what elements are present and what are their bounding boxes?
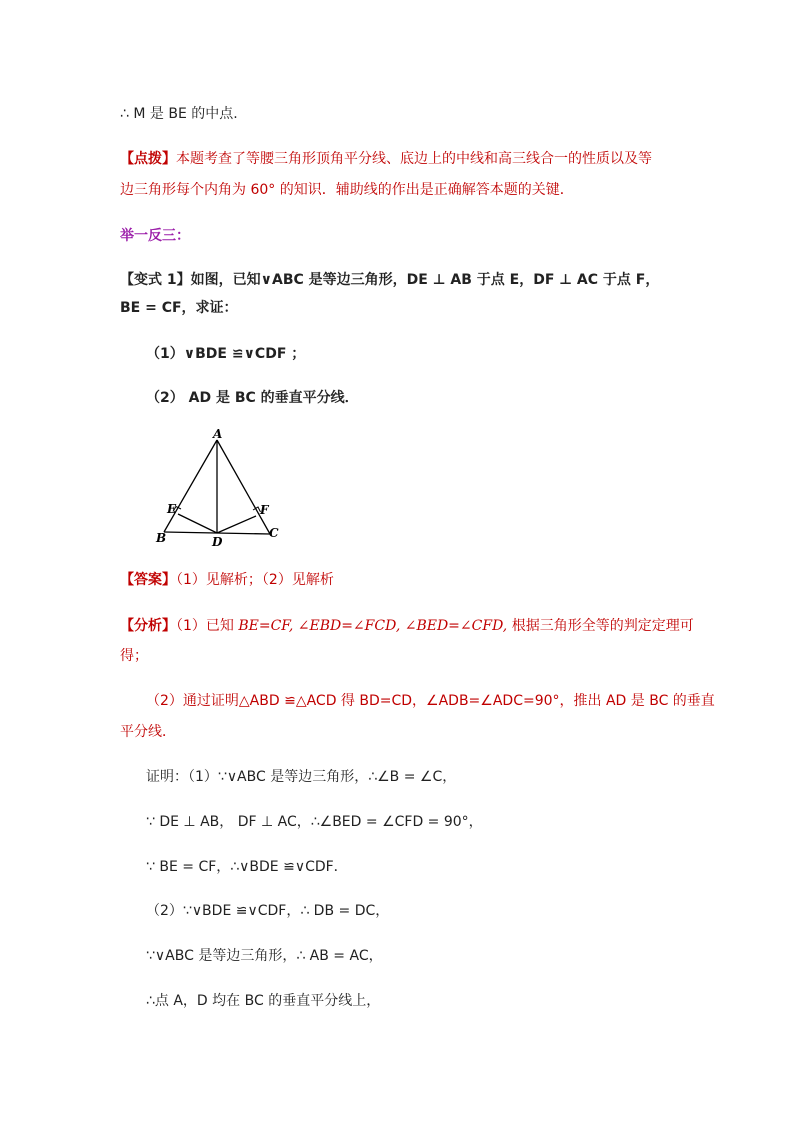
analysis-text-2: 得；	[120, 648, 148, 664]
label-c: C	[269, 526, 279, 540]
hint-tag: 【点拨】	[120, 151, 176, 167]
question-1: （1）∨BDE ≌∨CDF ；	[146, 346, 306, 362]
proof-line-2: ∵ DE ⊥ AB， DF ⊥ AC，∴∠BED = ∠CFD = 90°，	[146, 814, 483, 830]
analysis-line-2	[120, 646, 148, 666]
triangle-figure	[150, 424, 290, 548]
analysis-line-3	[146, 691, 715, 711]
proof-line-5: ∵∨ABC 是等边三角形，∴ AB = AC，	[146, 948, 383, 964]
answer-tag: 【答案】	[120, 572, 176, 588]
variant-line-1	[120, 270, 659, 290]
question-2: （2） AD 是 BC 的垂直平分线．	[146, 390, 359, 406]
analysis-text-3: （2）通过证明△ABD ≌△ACD 得 BD=CD，∠ADB=∠ADC=90°，推出 AD 是 BC 的垂直	[146, 693, 715, 709]
proof-line-3: ∵ BE = CF，∴∨BDE ≌∨CDF．	[146, 859, 348, 875]
hint-text-1: 本题考查了等腰三角形顶角平分线、底边上的中线和高三线合一的性质以及等	[176, 151, 652, 167]
label-d: D	[212, 535, 223, 548]
label-a: A	[213, 427, 223, 441]
analysis-line-4	[120, 722, 176, 742]
analysis-text-1-end: 根据三角形全等的判定定理可	[507, 618, 694, 634]
proof-line-1: 证明：（1）∵∨ABC 是等边三角形，∴∠B = ∠C，	[146, 769, 457, 785]
analysis-text-1: （1）已知	[176, 618, 239, 634]
side-ac	[217, 440, 270, 534]
side-ab	[164, 440, 217, 532]
segment-df	[217, 516, 256, 533]
analysis-text-4: 平分线．	[120, 724, 176, 740]
analysis-line-1	[120, 616, 694, 636]
analysis-text-1-math: BE=CF, ∠EBD=∠FCD, ∠BED=∠CFD,	[238, 618, 508, 634]
hint-text-2: 边三角形每个内角为 60° 的知识．辅助线的作出是正确解答本题的关键．	[120, 182, 574, 198]
hint-line-1	[120, 149, 652, 169]
segment-de	[178, 514, 217, 533]
proof-line-6: ∴点 A，D 均在 BC 的垂直平分线上，	[146, 993, 381, 1009]
hint-line-2	[120, 180, 574, 200]
label-f: F	[260, 503, 269, 517]
analysis-tag: 【分析】	[120, 618, 176, 634]
label-b: B	[156, 531, 167, 545]
answer-line	[120, 570, 334, 590]
variant-line-2: BE = CF，求证：	[120, 300, 238, 316]
answer-text: （1）见解析；（2）见解析	[176, 572, 334, 588]
variant-text-1: 如图，已知∨ABC 是等边三角形，DE ⊥ AB 于点 E，DF ⊥ AC 于点 F，	[190, 272, 660, 288]
section-title: 举一反三：	[120, 228, 190, 244]
variant-tag: 【变式 1】	[120, 272, 191, 288]
line-m-midpoint: ∴ M 是 BE 的中点.	[120, 106, 238, 122]
proof-line-4: （2）∵∨BDE ≌∨CDF，∴ DB = DC，	[146, 903, 390, 919]
label-e: E	[167, 502, 177, 516]
